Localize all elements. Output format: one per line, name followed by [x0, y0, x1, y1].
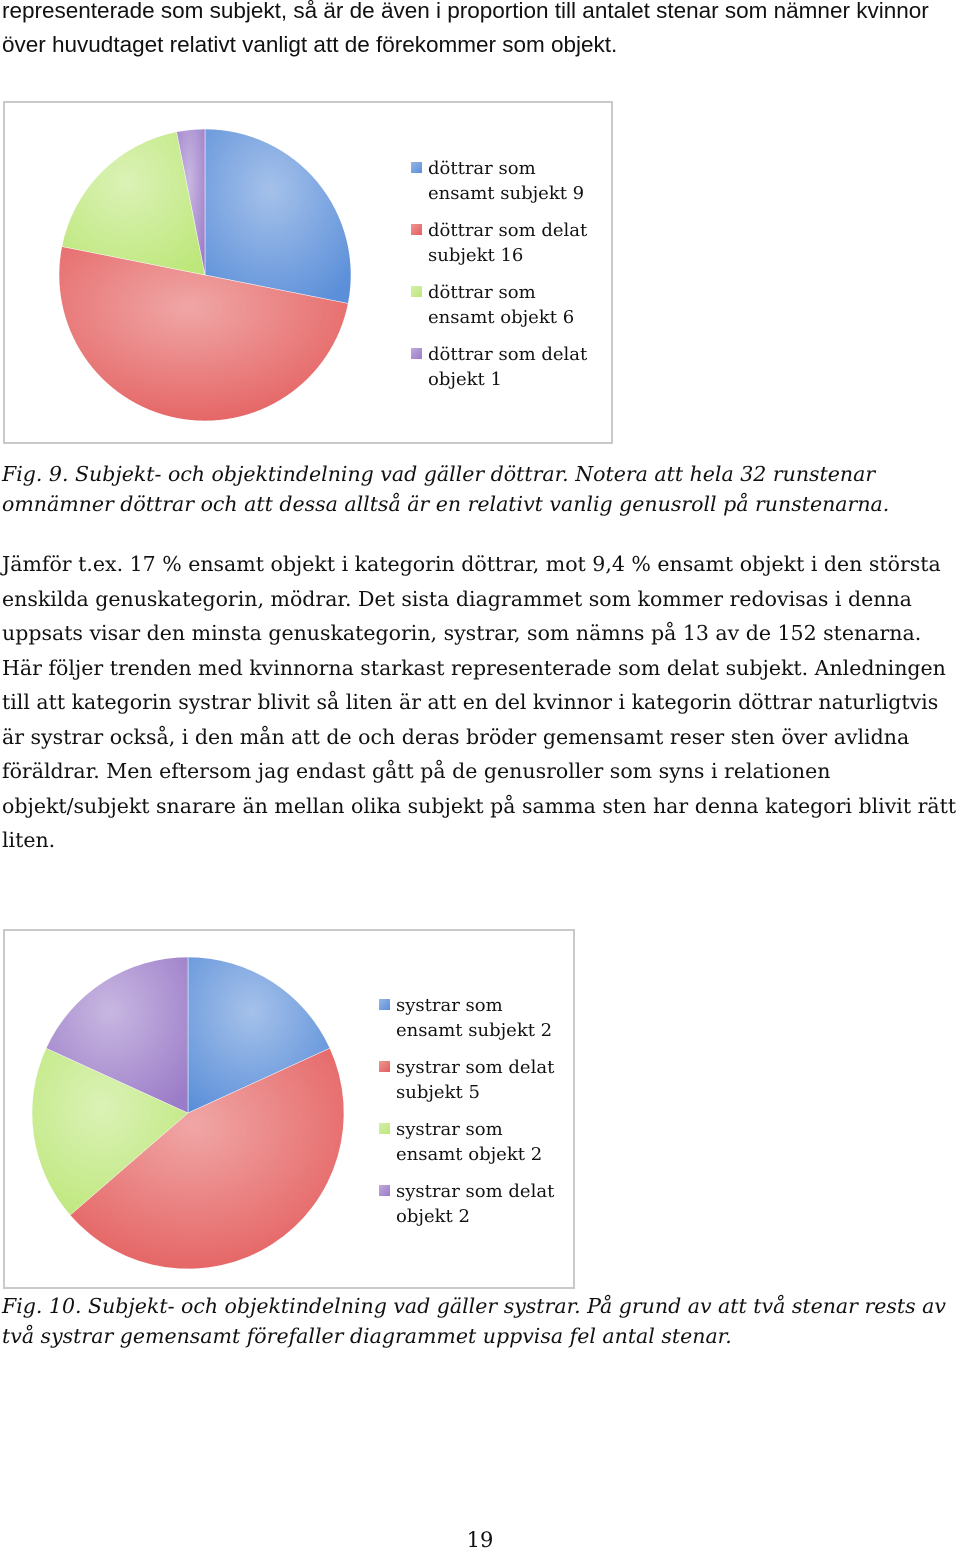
- legend-item: [411, 156, 587, 206]
- legend-swatch: [411, 286, 422, 297]
- legend-label: systrar som delat objekt 2: [396, 1181, 555, 1227]
- legend-label: systrar som ensamt objekt 2: [396, 1119, 543, 1165]
- legend-swatch: [379, 1123, 390, 1134]
- body-paragraph: Jämför t.ex. 17 % ensamt objekt i kategorin döttrar, mot 9,4 % ensamt objekt i den största enskilda genuskategorin, mödrar. Det sista diagrammet som kommer redovisas i denna uppsats visar den minsta genuskategorin, systrar, som nämns på 13 av de 152 stenarna. Här följer trenden med kvinnorna starkast representerade som delat subjekt. Anledningen till att kategorin systrar blivit så liten är att en del kvinnor i kategorin döttrar naturligtvis är systrar också, i den mån att de och deras bröder gemensamt reser sten över avlidna föräldrar. Men eftersom jag endast gått på de genusroller som syns i relationen objekt/subjekt snarare än mellan olika subjekt på samma sten har denna kategori blivit rätt liten.: [2, 552, 957, 852]
- legend-label: döttrar som delat subjekt 16: [428, 220, 588, 266]
- top-paragraph: representerade som subjekt, så är de även i proportion till antalet stenar som nämner kvinnor över huvudtaget relativt vanligt att de förekommer som objekt.: [2, 0, 929, 57]
- figure-10-caption: Fig. 10. Subjekt- och objektindelning vad gäller systrar. På grund av att två stenar rests av två systrar gemensamt förefaller diagrammet uppvisa fel antal stenar.: [2, 1294, 946, 1348]
- legend-item: [411, 342, 587, 392]
- pie-chart-systrar: [3, 929, 575, 1289]
- legend-swatch: [379, 1061, 390, 1072]
- legend-item: [411, 218, 587, 268]
- legend-label: döttrar som ensamt objekt 6: [428, 282, 575, 328]
- legend-label: systrar som ensamt subjekt 2: [396, 995, 553, 1041]
- figure-9-caption: Fig. 9. Subjekt- och objektindelning vad gäller döttrar. Notera att hela 32 runstenar omnämner döttrar och att dessa alltså är en relativt vanlig genusroll på runstenarna.: [2, 462, 890, 516]
- legend-swatch: [411, 348, 422, 359]
- legend-item: [379, 1055, 554, 1105]
- legend-label: systrar som delat subjekt 5: [396, 1057, 555, 1103]
- legend-swatch: [411, 224, 422, 235]
- page-number: 19: [466, 1528, 494, 1552]
- legend-item: [379, 1179, 554, 1229]
- legend-systrar: [379, 993, 554, 1241]
- legend-swatch: [379, 999, 390, 1010]
- legend-item: [411, 280, 587, 330]
- legend-label: döttrar som ensamt subjekt 9: [428, 158, 585, 204]
- pie-systrar: [28, 953, 348, 1273]
- legend-item: [379, 993, 554, 1043]
- pie-chart-dottrar: [3, 101, 613, 444]
- legend-swatch: [379, 1185, 390, 1196]
- legend-label: döttrar som delat objekt 1: [428, 344, 588, 390]
- pie-slice-1: [205, 129, 351, 303]
- legend-dottrar: [411, 156, 587, 404]
- legend-item: [379, 1117, 554, 1167]
- pie-dottrar: [55, 125, 355, 425]
- legend-swatch: [411, 162, 422, 173]
